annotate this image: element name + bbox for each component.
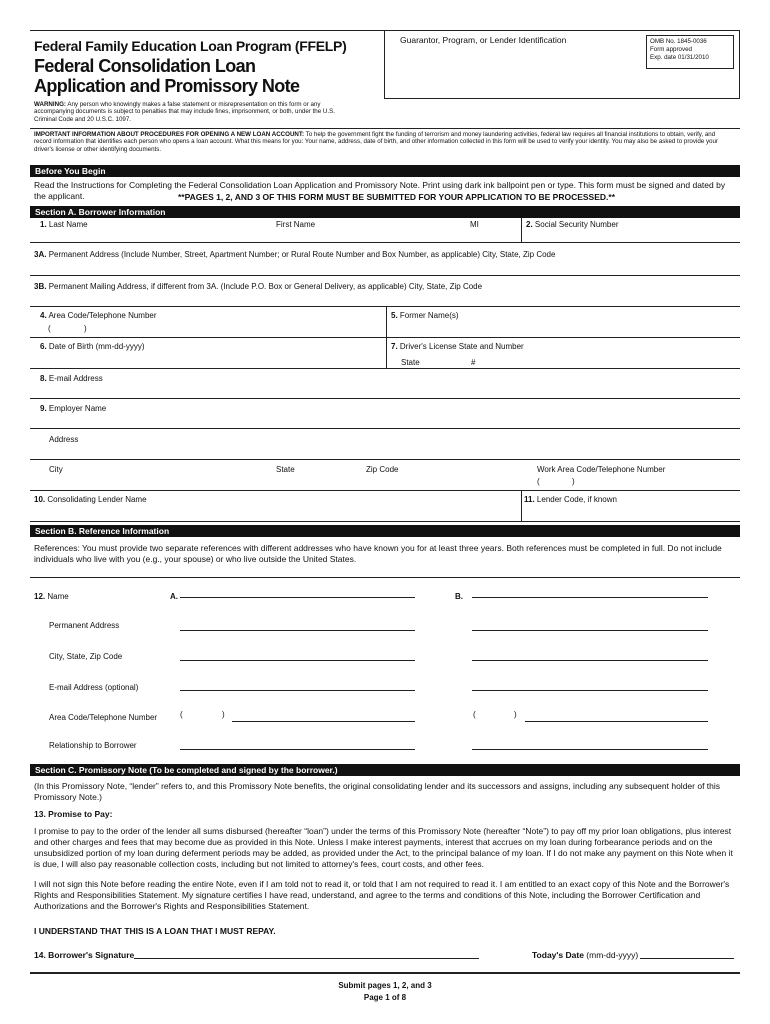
reference-name-label: 12. Name <box>34 592 69 601</box>
pages-note: **PAGES 1, 2, AND 3 OF THIS FORM MUST BE SUBMITTED FOR YOUR APPLICATION TO BE PROCESSED.** <box>178 192 616 202</box>
drivers-license-label: 7. Driver's License State and Number <box>391 342 524 351</box>
ssn-input[interactable] <box>524 230 738 242</box>
consolidating-lender-label: 10. Consolidating Lender Name <box>34 495 147 504</box>
lender-code-label: 11. Lender Code, if known <box>524 495 617 504</box>
reference-relationship-label: Relationship to Borrower <box>49 741 137 750</box>
reference-b-email-line[interactable] <box>472 690 708 691</box>
work-phone-paren-open: ( <box>537 477 540 486</box>
todays-date-line[interactable] <box>640 958 734 959</box>
page-number: Page 1 of 8 <box>363 993 407 1002</box>
not-sign-text: I will not sign this Note before reading the entire Note, even if I am told not to read it, or told that I am not required to read it. I am entitled to an exact copy of this Note and the Borrower's Rights and Responsibilities Statement. My signature certifies I have read, understand, and agree to the terms and conditions of this Note, including the Borrower Certification and Authorizations and the Borrower's Rights and Responsibilities Statement. <box>34 879 730 911</box>
submit-pages-note: Submit pages 1, 2, and 3 <box>338 981 432 990</box>
borrower-signature-label: 14. Borrower's Signature <box>34 950 135 960</box>
reference-b-city-line[interactable] <box>472 660 708 661</box>
form-title-line1: Federal Consolidation Loan <box>34 56 256 76</box>
section-a-bar: Section A. Borrower Information <box>30 206 740 218</box>
employer-city-label: City <box>49 465 63 474</box>
loan-acknowledgement: I UNDERSTAND THAT THIS IS A LOAN THAT I MUST REPAY. <box>34 926 276 936</box>
employer-city-input[interactable] <box>49 476 259 488</box>
form-approved: Form approved <box>650 46 692 53</box>
important-body: To help the government fight the funding of terrorism and money laundering activities, federal law requires all financial institutions to obtain, verify, and record information that identifies each person who opens a loan account. What this means for you: Your name, address, date of birth, and other information collected in this form will be used to verify your identity. You may also be asked to provide your driver's license or other identifying documents. <box>34 131 718 153</box>
reference-address-label: Permanent Address <box>49 621 120 630</box>
reference-b-address-line[interactable] <box>472 630 708 631</box>
important-label: IMPORTANT INFORMATION ABOUT PROCEDURES FOR OPENING A NEW LOAN ACCOUNT: <box>34 131 305 138</box>
license-state-label: State <box>401 358 420 367</box>
reference-city-label: City, State, Zip Code <box>49 652 123 661</box>
consolidating-lender-input[interactable] <box>34 505 514 519</box>
reference-a-city-line[interactable] <box>180 660 415 661</box>
reference-b-phone-line[interactable] <box>525 721 708 722</box>
former-names-label: 5. Former Name(s) <box>391 311 459 320</box>
reference-b-relationship-line[interactable] <box>472 749 708 750</box>
promise-to-pay-heading: 13. Promise to Pay: <box>34 809 113 819</box>
email-input[interactable] <box>40 384 730 398</box>
lender-code-input[interactable] <box>524 505 734 519</box>
first-name-label: First Name <box>276 220 316 229</box>
permanent-address-label: 3A. Permanent Address (Include Number, Street, Apartment Number; or Rural Route Number and Box Number, as applicable) City, State, Zip Code <box>34 250 556 259</box>
dob-label: 6. Date of Birth (mm-dd-yyyy) <box>40 342 145 351</box>
license-state-input[interactable] <box>425 356 465 368</box>
license-number-input[interactable] <box>480 356 736 368</box>
mi-label: MI <box>470 220 479 229</box>
reference-phone-label: Area Code/Telephone Number <box>49 713 158 722</box>
employer-zip-label: Zip Code <box>366 465 399 474</box>
expiration-date: Exp. date 01/31/2010 <box>650 54 709 61</box>
reference-a-paren-open: ( <box>180 710 183 719</box>
reference-a-label: A. <box>170 592 178 601</box>
section-c-bar: Section C. Promissory Note (To be completed and signed by the borrower.) <box>30 764 740 776</box>
promise-to-pay-text: I promise to pay to the order of the lender all sums disbursed (hereafter “loan”) under the terms of this Promissory Note (hereafter “Note”) to pay off my prior loan obligations, plus interest and other charges and fees that may become due as provided in this Note. Unless I make interest payments, interest that accrues on my loan during forbearance periods and on the unsubsidized portion of my loan during deferment periods may be added, as provided under the Act, to the principal balance of my loan. If I do not make any payment on this Note when it is due, I will also pay reasonable collection costs, including but not limited to attorney's fees, court costs, and other fees. <box>34 826 733 869</box>
section-b-bar: Section B. Reference Information <box>30 525 740 537</box>
before-you-begin-bar: Before You Begin <box>30 165 740 177</box>
dob-input[interactable] <box>40 352 370 366</box>
reference-email-label: E-mail Address (optional) <box>49 683 139 692</box>
employer-zip-input[interactable] <box>366 476 516 488</box>
employer-address-label: Address <box>49 435 79 444</box>
borrower-signature-line[interactable] <box>134 958 479 959</box>
reference-a-name-line[interactable] <box>180 597 415 598</box>
employer-state-label: State <box>276 465 295 474</box>
before-you-begin-text: Read the Instructions for Completing the Federal Consolidation Loan Application and Promissory Note. Print using dark ink ballpoint pen or type. This form must be signed and dated by the applicant. <box>34 180 726 201</box>
reference-a-email-line[interactable] <box>180 690 415 691</box>
warning-text <box>34 101 354 123</box>
references-text: References: You must provide two separate references with different addresses who have known you for at least three years. Both references must be completed in full. Do not include individuals who live with you (e.g., your spouse) or who live outside the United States. <box>34 543 722 564</box>
employer-state-input[interactable] <box>276 476 356 488</box>
warning-label: WARNING: <box>34 101 66 108</box>
todays-date-label: Today's Date (mm-dd-yyyy) <box>532 950 639 960</box>
omb-number: OMB No. 1845-0036 <box>650 38 707 45</box>
work-phone-input[interactable] <box>535 476 730 488</box>
phone-label: 4. Area Code/Telephone Number <box>40 311 157 320</box>
phone-paren-open: ( <box>48 324 51 333</box>
mailing-address-input[interactable] <box>30 292 740 306</box>
permanent-address-input[interactable] <box>30 260 740 274</box>
reference-a-phone-line[interactable] <box>232 721 415 722</box>
form-title-line2: Application and Promissory Note <box>34 76 300 96</box>
ssn-label: 2. Social Security Number <box>526 220 619 229</box>
employer-name-input[interactable] <box>40 414 730 428</box>
promissory-intro: (In this Promissory Note, “lender” refers to, and this Promissory Note benefits, the original consolidating lender and its successors and assigns, including any subsequent holder of this Promissory Note.) <box>34 781 721 802</box>
program-name: Federal Family Education Loan Program (FFELP) <box>34 38 347 54</box>
employer-address-input[interactable] <box>49 445 729 459</box>
employer-name-label: 9. Employer Name <box>40 404 107 413</box>
phone-input[interactable] <box>44 322 374 334</box>
email-label: 8. E-mail Address <box>40 374 103 383</box>
work-phone-label: Work Area Code/Telephone Number <box>537 465 666 474</box>
work-phone-paren-close: ) <box>572 477 575 486</box>
reference-b-paren-close: ) <box>514 710 517 719</box>
reference-b-label: B. <box>455 592 463 601</box>
reference-a-paren-close: ) <box>222 710 225 719</box>
mailing-address-label: 3B. Permanent Mailing Address, if different from 3A. (Include P.O. Box or General Delivery, as applicable) City, State, Zip Code <box>34 282 483 291</box>
phone-paren-close: ) <box>84 324 87 333</box>
important-info <box>34 131 734 153</box>
reference-a-address-line[interactable] <box>180 630 415 631</box>
last-name-label: 1. Last Name <box>40 220 88 229</box>
reference-b-paren-open: ( <box>473 710 476 719</box>
reference-a-relationship-line[interactable] <box>180 749 415 750</box>
guarantor-label: Guarantor, Program, or Lender Identification <box>400 35 567 45</box>
last-name-input[interactable] <box>30 230 260 242</box>
first-name-input[interactable] <box>270 230 460 242</box>
license-number-hash: # <box>471 358 476 367</box>
reference-b-name-line[interactable] <box>472 597 708 598</box>
former-names-input[interactable] <box>390 322 738 334</box>
warning-body: Any person who knowingly makes a false statement or misrepresentation on this form or any accompanying documents is subject to penalties that may include fines, imprisonment, or both, under the U.S. Criminal Code and 20 U.S.C. 1097. <box>34 101 335 123</box>
